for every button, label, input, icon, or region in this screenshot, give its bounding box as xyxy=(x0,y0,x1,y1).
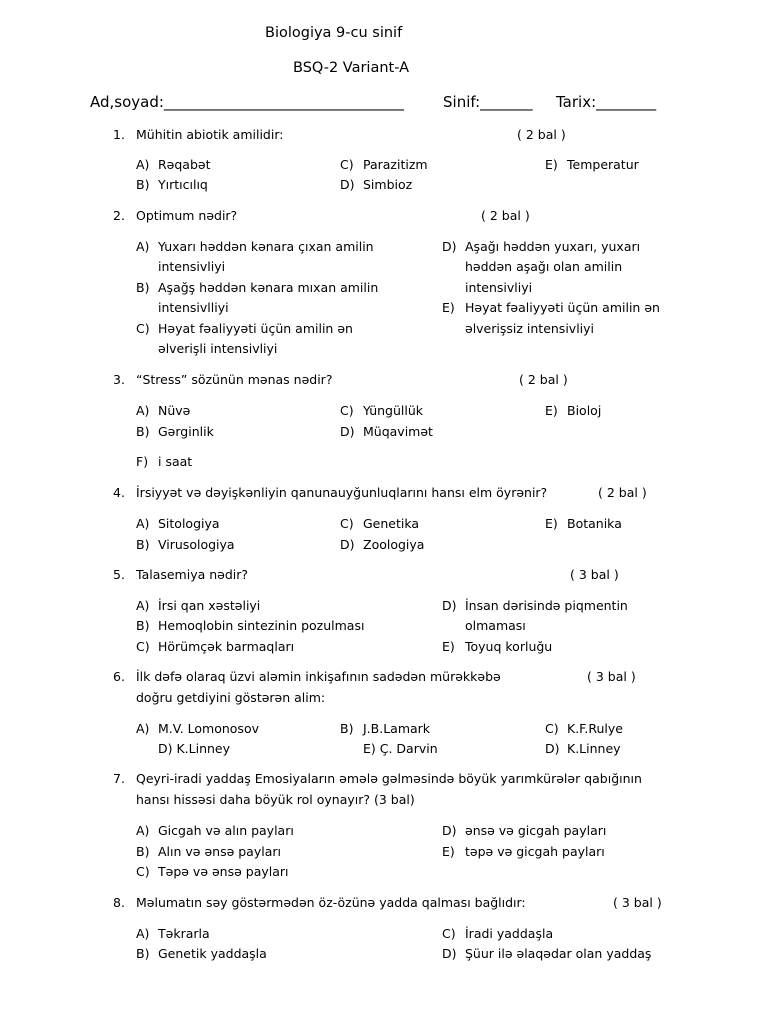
option-letter: D) xyxy=(340,537,355,552)
option-letter: E) xyxy=(545,516,558,531)
option-text[interactable]: İradi yaddaşla xyxy=(465,926,554,941)
option-text[interactable]: həddən aşağı olan amilin xyxy=(465,259,623,274)
question-number: 1. xyxy=(113,127,125,142)
question-number: 5. xyxy=(113,567,125,582)
question-points: ( 3 bal ) xyxy=(570,567,619,582)
option-letter: C) xyxy=(340,516,354,531)
option-letter: B) xyxy=(340,721,354,736)
option-text[interactable]: Təkrarla xyxy=(158,926,210,941)
option-text[interactable]: E) Ç. Darvin xyxy=(363,741,438,756)
option-letter: D) xyxy=(545,741,560,756)
question-points: ( 3 bal ) xyxy=(613,895,662,910)
option-text[interactable]: əlverişli intensivliyi xyxy=(158,341,278,356)
option-text[interactable]: intensivliyi xyxy=(465,280,533,295)
option-text[interactable]: Şüur ilə əlaqədar olan yaddaş xyxy=(465,946,652,961)
question-number: 2. xyxy=(113,208,125,223)
option-text[interactable]: Həyat fəaliyyəti üçün amilin ən xyxy=(465,300,660,315)
option-text[interactable]: intensivlliyi xyxy=(158,300,229,315)
option-letter: D) xyxy=(442,946,457,961)
option-letter: D) xyxy=(340,177,355,192)
option-text[interactable]: intensivliyi xyxy=(158,259,226,274)
option-text[interactable]: Aşağş həddən kənara mıxan amilin xyxy=(158,280,379,295)
option-letter: C) xyxy=(340,403,354,418)
option-letter: E) xyxy=(545,403,558,418)
option-text[interactable]: Genetika xyxy=(363,516,420,531)
option-letter: C) xyxy=(442,926,456,941)
option-text[interactable]: Toyuq korluğu xyxy=(465,639,553,654)
question-text: Mühitin abiotik amilidir: xyxy=(136,127,284,142)
option-letter: A) xyxy=(136,598,150,613)
question-text: Optimum nədir? xyxy=(136,208,238,223)
option-text[interactable]: Gərginlik xyxy=(158,424,214,439)
option-text[interactable]: Simbioz xyxy=(363,177,413,192)
option-letter: A) xyxy=(136,721,150,736)
option-text[interactable]: Aşağı həddən yuxarı, yuxarı xyxy=(465,239,641,254)
option-letter: D) xyxy=(442,239,457,254)
option-text[interactable]: M.V. Lomonosov xyxy=(158,721,259,736)
option-text[interactable]: K.F.Rulye xyxy=(567,721,623,736)
option-letter: A) xyxy=(136,823,150,838)
question-text: “Stress” sözünün mənas nədir? xyxy=(136,372,333,387)
option-letter: A) xyxy=(136,403,150,418)
question-number: 3. xyxy=(113,372,125,387)
option-text[interactable]: İrsi qan xəstəliyi xyxy=(158,598,261,613)
option-letter: C) xyxy=(340,157,354,172)
option-text[interactable]: Zoologiya xyxy=(363,537,425,552)
option-text[interactable]: Yuxarı həddən kənara çıxan amilin xyxy=(158,239,374,254)
question-text: Talasemiya nədir? xyxy=(136,567,249,582)
option-letter: B) xyxy=(136,424,150,439)
option-text[interactable]: Sitologiya xyxy=(158,516,220,531)
option-text[interactable]: əlverişsiz intensivliyi xyxy=(465,321,595,336)
option-letter: E) xyxy=(442,639,455,654)
class-field[interactable]: Sinif:_______ xyxy=(443,93,533,111)
question-text: İrsiyyət və dəyişkənliyin qanunauyğunluqlarını hansı elm öyrənir? xyxy=(136,485,548,500)
option-text[interactable]: Virusologiya xyxy=(158,537,235,552)
name-field[interactable]: Ad,soyad:________________________________ xyxy=(90,93,404,111)
option-text[interactable]: Müqavimət xyxy=(363,424,433,439)
option-text[interactable]: J.B.Lamark xyxy=(363,721,431,736)
option-text[interactable]: Rəqabət xyxy=(158,157,211,172)
option-letter: C) xyxy=(545,721,559,736)
option-letter: D) xyxy=(442,823,457,838)
option-text[interactable]: Yüngüllük xyxy=(363,403,424,418)
option-text[interactable]: K.Linney xyxy=(567,741,621,756)
option-text[interactable]: Hemoqlobin sintezinin pozulması xyxy=(158,618,365,633)
option-text[interactable]: Gicgah və alın payları xyxy=(158,823,294,838)
option-letter: D) xyxy=(340,424,355,439)
option-text[interactable]: olmaması xyxy=(465,618,526,633)
question-points: ( 3 bal ) xyxy=(587,669,636,684)
option-text[interactable]: Təpə və ənsə payları xyxy=(158,864,289,879)
option-text[interactable]: i saat xyxy=(158,454,193,469)
date-field[interactable]: Tarix:________ xyxy=(556,93,657,111)
question-points: ( 2 bal ) xyxy=(598,485,647,500)
option-text[interactable]: Genetik yaddaşla xyxy=(158,946,267,961)
option-letter: A) xyxy=(136,157,150,172)
option-letter: A) xyxy=(136,926,150,941)
option-text[interactable]: ənsə və gicgah payları xyxy=(465,823,607,838)
option-letter: D) xyxy=(442,598,457,613)
option-text[interactable]: Hörümçək barmaqları xyxy=(158,639,295,654)
question-text: hansı hissəsi daha böyük rol oynayır? (3 bal) xyxy=(136,792,415,807)
option-text[interactable]: D) K.Linney xyxy=(158,741,231,756)
question-points: ( 2 bal ) xyxy=(481,208,530,223)
option-letter: C) xyxy=(136,639,150,654)
question-text: İlk dəfə olaraq üzvi aləmin inkişafının sadədən mürəkkəbə xyxy=(136,669,501,684)
option-letter: E) xyxy=(442,300,455,315)
option-letter: B) xyxy=(136,177,150,192)
option-letter: B) xyxy=(136,844,150,859)
question-points: ( 2 bal ) xyxy=(517,127,566,142)
page-title: Biologiya 9-cu sinif xyxy=(265,25,403,41)
question-number: 7. xyxy=(113,771,125,786)
option-letter: F) xyxy=(136,454,149,469)
question-number: 8. xyxy=(113,895,125,910)
option-letter: E) xyxy=(442,844,455,859)
option-text[interactable]: Alın və ənsə payları xyxy=(158,844,281,859)
question-points: ( 2 bal ) xyxy=(519,372,568,387)
option-letter: A) xyxy=(136,239,150,254)
question-text: Qeyri-iradi yaddaş Emosiyaların əmələ gəlməsində böyük yarımkürələr qabığının xyxy=(136,771,642,786)
option-text[interactable]: Parazitizm xyxy=(363,157,428,172)
option-text[interactable]: İnsan dərisində piqmentin xyxy=(465,598,628,613)
variant-subtitle: BSQ-2 Variant-A xyxy=(293,60,410,76)
option-letter: B) xyxy=(136,618,150,633)
option-text[interactable]: Həyat fəaliyyəti üçün amilin ən xyxy=(158,321,353,336)
option-letter: E) xyxy=(545,157,558,172)
option-text[interactable]: təpə və gicgah payları xyxy=(465,844,605,859)
option-text[interactable]: Nüvə xyxy=(158,403,191,418)
option-letter: C) xyxy=(136,321,150,336)
question-number: 4. xyxy=(113,485,125,500)
question-text: Məlumatın səy göstərmədən öz-özünə yadda qalması bağlıdır: xyxy=(136,895,526,910)
option-letter: B) xyxy=(136,537,150,552)
option-letter: B) xyxy=(136,280,150,295)
option-letter: C) xyxy=(136,864,150,879)
option-letter: A) xyxy=(136,516,150,531)
question-number: 6. xyxy=(113,669,125,684)
question-text: doğru getdiyini göstərən alim: xyxy=(136,690,326,705)
option-text[interactable]: Bioloj xyxy=(567,403,602,418)
option-text[interactable]: Yırtıcılıq xyxy=(158,177,208,192)
option-letter: B) xyxy=(136,946,150,961)
option-text[interactable]: Temperatur xyxy=(567,157,639,172)
option-text[interactable]: Botanika xyxy=(567,516,622,531)
